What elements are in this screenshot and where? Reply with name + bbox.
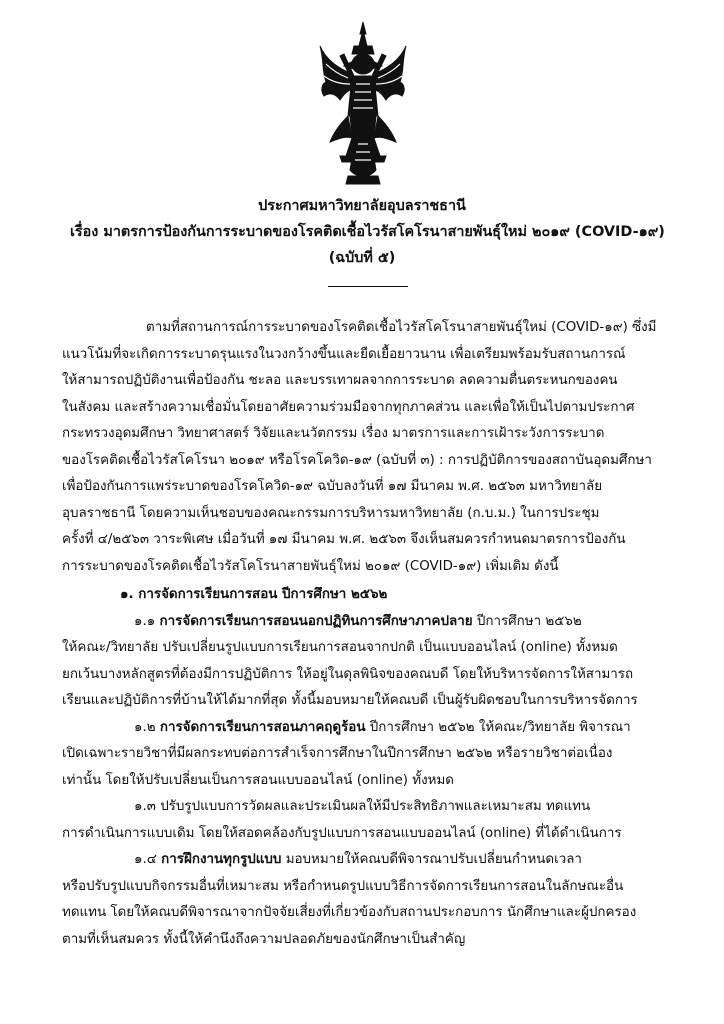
section-1 bbox=[62, 582, 674, 953]
announcement-title: ประกาศมหาวิทยาลัยอุบลราชธานี bbox=[258, 198, 466, 214]
item-text: มอบหมายให้คณบดีพิจารณาปรับเปลี่ยนกำหนดเวลา bbox=[285, 852, 582, 867]
item-bold-title: การจัดการเรียนการสอนนอกปฏิทินการศึกษาภาคปลาย bbox=[159, 613, 473, 629]
paragraph-line: ให้คณะ/วิทยาลัย ปรับเปลี่ยนรูปแบบการเรียนการสอนจากปกติ เป็นแบบออนไลน์ (online) ทั้งหมด bbox=[62, 640, 618, 655]
garuda-emblem-icon bbox=[318, 20, 408, 188]
section-title: ๑. การจัดการเรียนการสอน ปีการศึกษา ๒๕๖๒ bbox=[120, 587, 388, 602]
paragraph-line: เท่านั้น โดยให้ปรับเปลี่ยนเป็นการสอนแบบออนไลน์ (online) ทั้งหมด bbox=[62, 772, 454, 788]
item-bold-title: การจัดการเรียนการสอนภาคฤดูร้อน bbox=[159, 719, 366, 735]
item-1-3-heading bbox=[62, 794, 674, 821]
item-bold-title: การฝึกงานทุกรูปแบบ bbox=[161, 852, 282, 867]
paragraph-line: แนวโน้มที่จะเกิดการระบาดรุนแรงในวงกว้างขึ้นและยืดเยื้อยาวนาน เพื่อเตรียมพร้อมรับสถานการณ์ bbox=[62, 346, 626, 362]
paragraph-line: กระทรวงอุดมศึกษา วิทยาศาสตร์ วิจัยและนวัตกรรม เรื่อง มาตรการและการเฝ้าระวังการระบาด bbox=[62, 426, 605, 441]
paragraph-line: ทดแทน โดยให้คณบดีพิจารณาจากปัจจัยเสี่ยงที่เกี่ยวข้องกับสถานประกอบการ นักศึกษาและผู้ปกครอง bbox=[62, 905, 637, 920]
paragraph-line: การระบาดของโรคติดเชื้อไวรัสโคโรนาสายพันธุ์ใหม่ ๒๐๑๙ (COVID-๑๙) เพิ่มเติม ดังนี้ bbox=[62, 558, 559, 574]
paragraph-line: อุบลราชธานี โดยความเห็นชอบของคณะกรรมการบริหารมหาวิทยาลัย (ก.บ.ม.) ในการประชุม bbox=[62, 505, 600, 521]
intro-paragraph bbox=[62, 315, 674, 580]
announcement-issue-number: (ฉบับที่ ๕) bbox=[328, 250, 396, 266]
paragraph-line: ยกเว้นบางหลักสูตรที่ต้องมีการปฏิบัติการ ให้อยู่ในดุลพินิจของคณบดี โดยให้บริหารจัดการให้สามารถ bbox=[62, 666, 634, 682]
item-1-1-heading bbox=[62, 609, 674, 636]
paragraph-line: การดำเนินการแบบเดิม โดยให้สอดคล้องกับรูปแบบการสอนแบบออนไลน์ (online) ที่ได้ดำเนินการ bbox=[62, 825, 622, 841]
item-1-4-heading bbox=[62, 847, 674, 874]
paragraph-line: ตามที่เห็นสมควร ทั้งนี้ให้คำนึงถึงความปลอดภัยของนักศึกษาเป็นสำคัญ bbox=[62, 931, 466, 947]
item-number: ๑.๑ bbox=[134, 613, 156, 629]
item-number: ๑.๓ bbox=[134, 799, 156, 814]
item-text: ปรับรูปแบบการวัดผลและประเมินผลให้มีประสิทธิภาพและเหมาะสม ทดแทน bbox=[160, 799, 591, 814]
item-number: ๑.๒ bbox=[134, 719, 156, 735]
paragraph-line: ให้สามารถปฏิบัติงานเพื่อป้องกัน ชะลอ และบรรเทาผลจากการระบาด ลดความตื่นตระหนกของคน bbox=[62, 373, 618, 388]
item-1-2-heading bbox=[62, 715, 674, 742]
paragraph-line: ของโรคติดเชื้อไวรัสโคโรนา ๒๐๑๙ หรือโรคโควิด-๑๙ (ฉบับที่ ๓) : การปฏิบัติการของสถาบันอุดมศึกษา bbox=[62, 452, 652, 468]
item-number: ๑.๔ bbox=[134, 852, 157, 867]
item-text: ปีการศึกษา ๒๕๖๒ bbox=[476, 613, 582, 629]
paragraph-line: เพื่อป้องกันการแพร่ระบาดของโรคโควิด-๑๙ ฉบับลงวันที่ ๑๗ มีนาคม พ.ศ. ๒๕๖๓ มหาวิทยาลัย bbox=[62, 479, 603, 494]
title-divider bbox=[328, 286, 408, 287]
paragraph-line: เปิดเฉพาะรายวิชาที่มีผลกระทบต่อการสำเร็จการศึกษาในปีการศึกษา ๒๕๖๒ หรือรายวิชาต่อเนื่อง bbox=[62, 746, 613, 761]
announcement-subject: เรื่อง มาตรการป้องกันการระบาดของโรคติดเชื้อไวรัสโคโรนาสายพันธุ์ใหม่ ๒๐๑๙ (COVID-๑๙) bbox=[70, 224, 665, 240]
paragraph-line: หรือปรับรูปแบบกิจกรรมอื่นที่เหมาะสม หรือกำหนดรูปแบบวิธีการจัดการเรียนการสอนในลักษณะอื่น bbox=[62, 878, 624, 894]
paragraph-line: ในสังคม และสร้างความเชื่อมั่นโดยอาศัยความร่วมมือจากทุกภาคส่วน และเพื่อให้เป็นไปตามประกาศ bbox=[62, 399, 635, 415]
paragraph-line: ตามที่สถานการณ์การระบาดของโรคติดเชื้อไวรัสโคโรนาสายพันธุ์ใหม่ (COVID-๑๙) ซึ่งมี bbox=[146, 320, 657, 335]
paragraph-line: ครั้งที่ ๔/๒๕๖๓ วาระพิเศษ เมื่อวันที่ ๑๗ มีนาคม พ.ศ. ๒๕๖๓ จึงเห็นสมควรกำหนดมาตรการป้องกัน bbox=[62, 532, 626, 547]
item-text: ปีการศึกษา ๒๕๖๒ ให้คณะ/วิทยาลัย พิจารณา bbox=[369, 719, 631, 735]
paragraph-line: เรียนและปฏิบัติการที่บ้านให้ได้มากที่สุด ทั้งนี้มอบหมายให้คณบดี เป็นผู้รับผิดชอบในการบริหารจัดการ bbox=[62, 693, 638, 708]
